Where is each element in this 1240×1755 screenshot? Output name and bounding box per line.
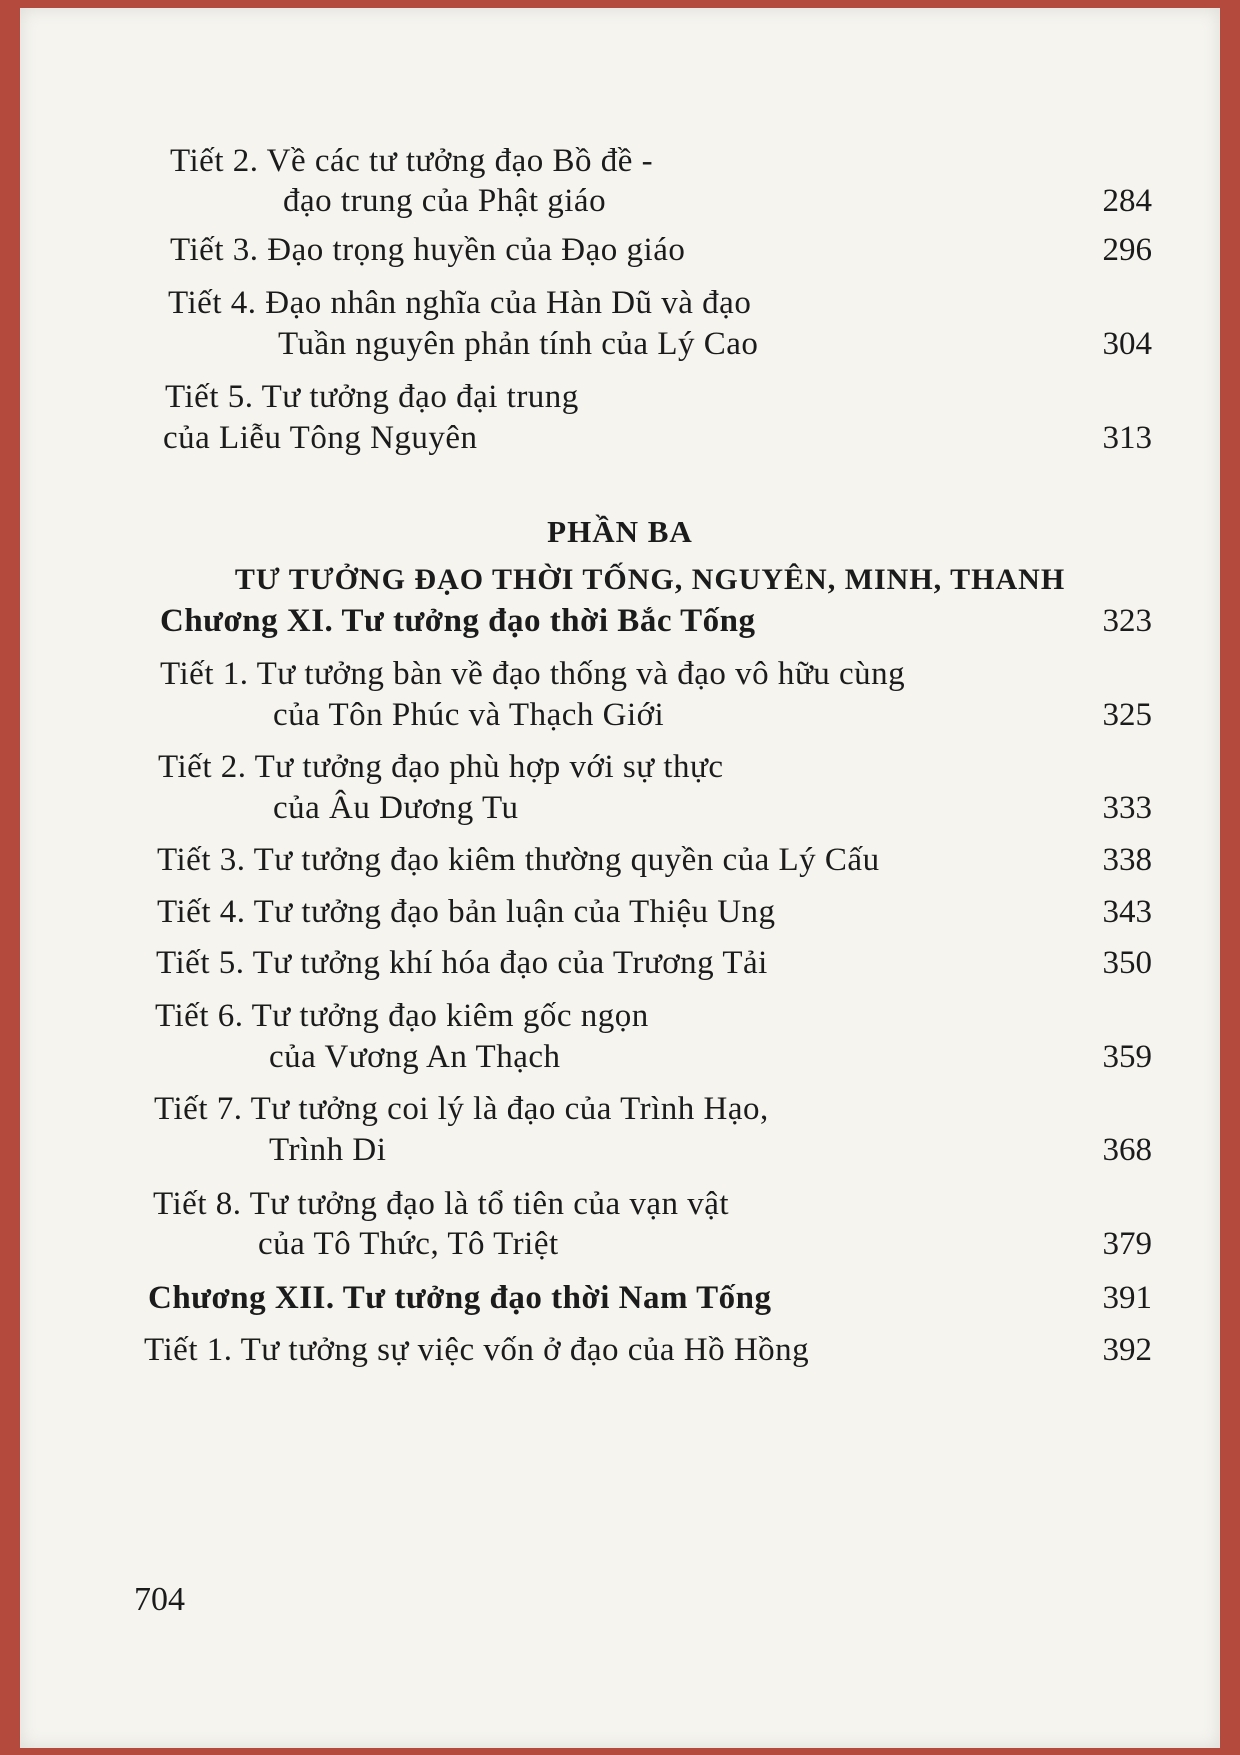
toc-entry-line: của Âu Dương Tu: [273, 790, 519, 826]
chapter-title: Chương XI. Tư tưởng đạo thời Bắc Tống: [160, 603, 756, 639]
toc-page-number: 343: [1102, 894, 1152, 930]
toc-entry-line: của Tô Thức, Tô Triệt: [258, 1226, 559, 1262]
toc-page-number: 313: [1102, 420, 1152, 456]
table-of-contents: [20, 8, 1220, 1748]
toc-page-number: 359: [1102, 1039, 1152, 1075]
toc-entry-line: Tiết 2. Về các tư tưởng đạo Bồ đề -: [170, 143, 654, 179]
toc-page-number: 392: [1102, 1332, 1152, 1368]
toc-entry-line: Tiết 3. Đạo trọng huyền của Đạo giáo: [170, 232, 686, 268]
toc-entry-line: Tiết 4. Tư tưởng đạo bản luận của Thiệu Ung: [157, 894, 776, 930]
toc-entry-line: của Liễu Tông Nguyên: [163, 420, 478, 456]
part-subtitle: TƯ TƯỞNG ĐẠO THỜI TỐNG, NGUYÊN, MINH, THANH: [234, 563, 1066, 596]
toc-page-number: 368: [1102, 1132, 1152, 1168]
toc-page-number: 296: [1102, 232, 1152, 268]
toc-page-number: 323: [1102, 603, 1152, 639]
toc-entry-line: Trình Di: [269, 1132, 387, 1168]
toc-entry-line: Tiết 7. Tư tưởng coi lý là đạo của Trình Hạo,: [154, 1091, 769, 1127]
toc-entry-line: Tiết 1. Tư tưởng bàn về đạo thống và đạo vô hữu cùng: [160, 656, 906, 692]
toc-entry-line: của Vương An Thạch: [269, 1039, 561, 1075]
chapter-title: Chương XII. Tư tưởng đạo thời Nam Tống: [148, 1280, 772, 1316]
toc-page-number: 284: [1102, 183, 1152, 219]
part-title: PHẦN BA: [547, 514, 693, 549]
toc-entry-line: Tiết 1. Tư tưởng sự việc vốn ở đạo của Hồ Hồng: [144, 1332, 810, 1368]
toc-entry-line: đạo trung của Phật giáo: [283, 183, 607, 219]
toc-entry-line: Tiết 5. Tư tưởng khí hóa đạo của Trương Tải: [156, 945, 768, 981]
toc-page-number: 304: [1102, 326, 1152, 362]
toc-entry-line: của Tôn Phúc và Thạch Giới: [273, 697, 665, 733]
toc-entry-line: Tiết 5. Tư tưởng đạo đại trung: [165, 379, 579, 415]
toc-page-number: 391: [1102, 1280, 1152, 1316]
toc-entry-line: Tiết 6. Tư tưởng đạo kiêm gốc ngọn: [155, 998, 649, 1034]
book-page: [20, 8, 1220, 1748]
toc-page-number: 338: [1102, 842, 1152, 878]
toc-entry-line: Tuần nguyên phản tính của Lý Cao: [278, 326, 759, 362]
page-number: 704: [134, 1581, 185, 1618]
toc-entry-line: Tiết 3. Tư tưởng đạo kiêm thường quyền của Lý Cấu: [157, 842, 880, 878]
toc-page-number: 379: [1102, 1226, 1152, 1262]
toc-entry-line: Tiết 8. Tư tưởng đạo là tổ tiên của vạn vật: [153, 1186, 730, 1222]
toc-page-number: 333: [1102, 790, 1152, 826]
toc-page-number: 325: [1102, 697, 1152, 733]
toc-entry-line: Tiết 4. Đạo nhân nghĩa của Hàn Dũ và đạo: [168, 285, 752, 321]
toc-entry-line: Tiết 2. Tư tưởng đạo phù hợp với sự thực: [158, 749, 724, 785]
toc-page-number: 350: [1102, 945, 1152, 981]
